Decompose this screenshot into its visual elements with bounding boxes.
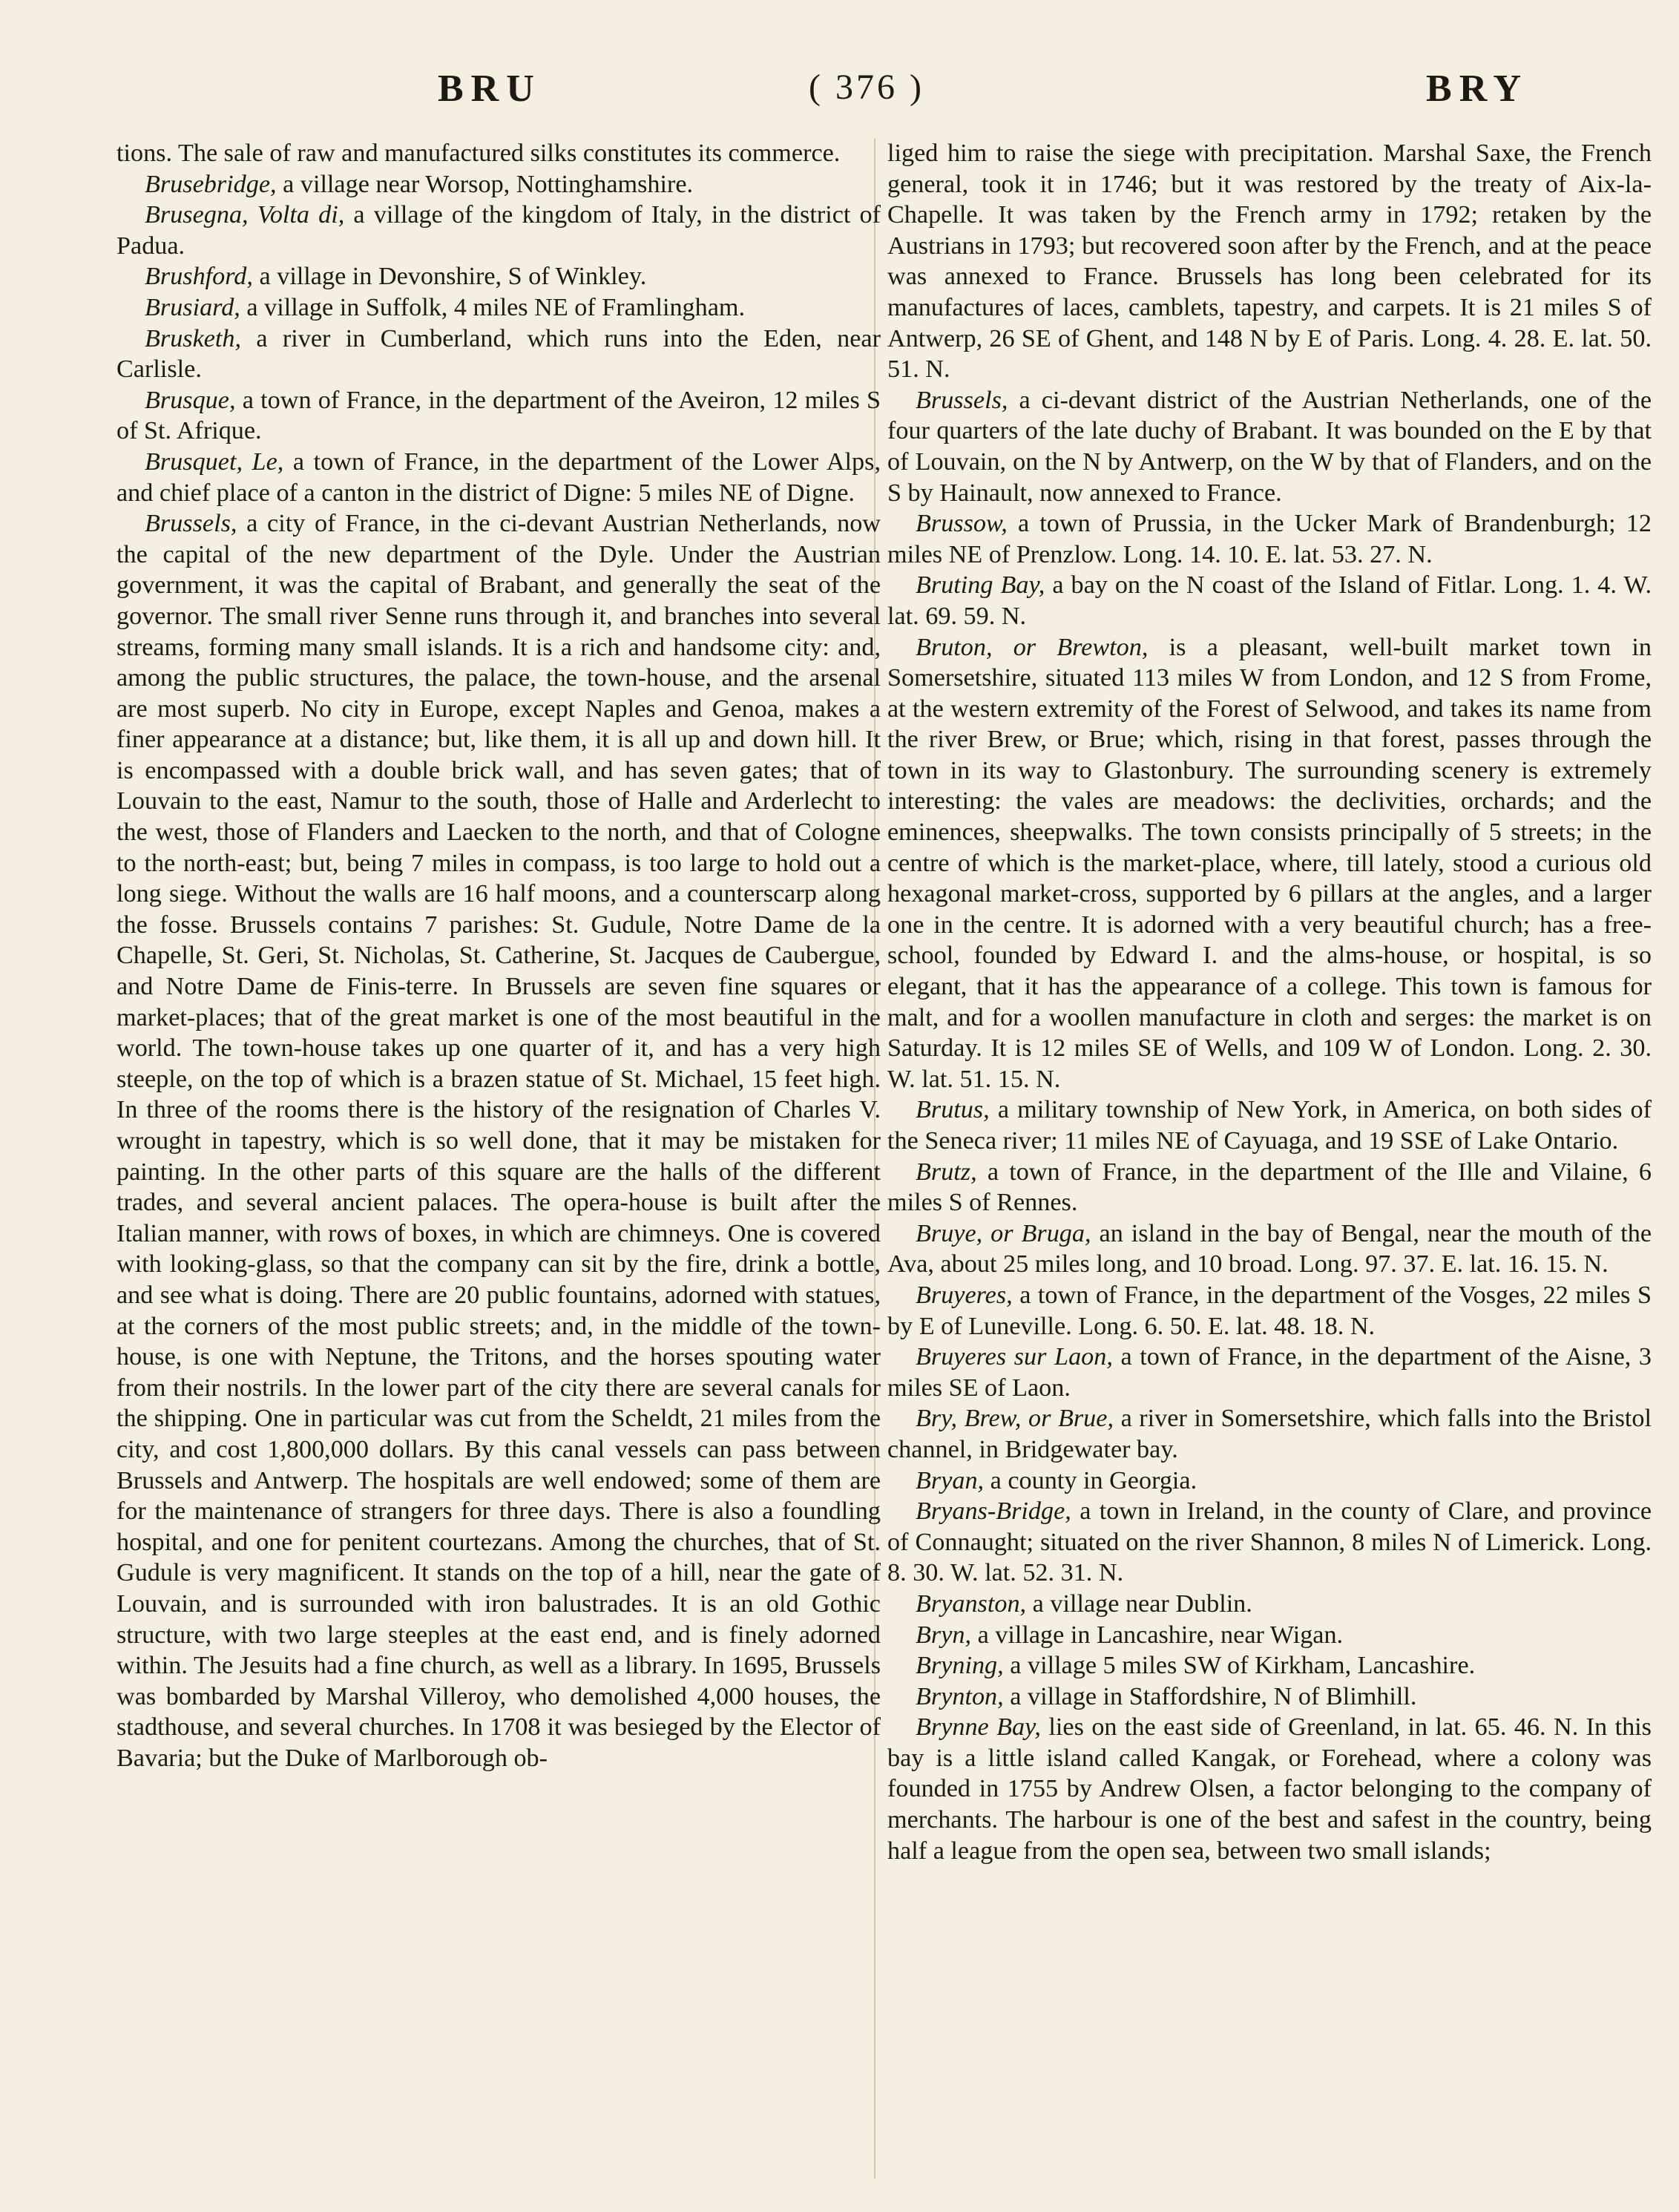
entry-term: Brynne Bay, [916, 1713, 1041, 1742]
gazetteer-entry [887, 508, 1652, 570]
entry-term: Brussow, [916, 510, 1008, 538]
gazetteer-entry [887, 1342, 1652, 1403]
left-column [116, 138, 881, 2186]
gazetteer-entry [887, 138, 1652, 385]
gazetteer-entry [116, 200, 881, 261]
entry-text: a village near Worsop, Nottinghamshire. [283, 170, 694, 198]
entry-text: liged him to raise the siege with precipitation. Marshal Saxe, the French general, took it in 1746; but it was restored by the treaty of Aix-la-Chapelle. It was taken by the French army in 1792; retaken by the Austrians in 1793; but recovered soon after by the French, and at the peace was annexed to France. Brussels has long been celebrated for its manufactures of laces, camblets, tapestry, and carpets. It is 21 miles S of Antwerp, 26 SE of Ghent, and 148 N by E of Paris. Long. 4. 28. E. lat. 50. 51. N. [887, 140, 1652, 384]
gazetteer-entry [887, 385, 1652, 508]
entry-text: a town in Ireland, in the county of Clare, and province of Connaught; situated on the river Shannon, 8 miles N of Limerick. Long. 8. 30. W. lat. 52. 31. N. [887, 1497, 1652, 1587]
header-right-guide-word: BRY [1426, 68, 1528, 110]
entry-text: a village in Suffolk, 4 miles NE of Framlingham. [246, 293, 746, 321]
entry-term: Bryans-Bridge, [916, 1497, 1071, 1526]
entry-term: Brynton, [916, 1682, 1004, 1710]
entry-term: Brussels, [916, 386, 1008, 414]
entry-text: a town of France, in the department of the Aisne, 3 miles SE of Laon. [887, 1343, 1652, 1402]
gazetteer-entry [116, 508, 881, 1773]
entry-text: a town of France, in the department of the Lower Alps, and chief place of a canton in the district of Digne: 5 miles NE of Digne. [116, 447, 881, 507]
entry-term: Brusebridge, [145, 170, 277, 198]
entry-term: Bryn, [916, 1621, 972, 1649]
gazetteer-entry [116, 324, 881, 385]
gazetteer-entry [887, 1620, 1652, 1651]
gazetteer-entry [887, 1094, 1652, 1156]
gazetteer-entry [887, 1589, 1652, 1620]
entry-term: Brusque, [145, 386, 236, 414]
entry-term: Brutus, [916, 1096, 990, 1124]
entry-term: Bruyeres, [916, 1281, 1013, 1309]
entry-text: a city of France, in the ci-devant Austrian Netherlands, now the capital of the new department of the Dyle. Under the Austrian government, it was the capital of Brabant, and generally the seat of the governor. The small river Senne runs through it, and branches into several streams, forming many small islands. It is a rich and handsome city: and, among the public structures, the palace, the town-house, and the arsenal are most superb. No city in Europe, except Naples and Genoa, makes a finer appearance at a distance; but, like them, it is all up and down hill. It is encompassed with a double brick wall, and has seven gates; that of Louvain to the east, Namur to the south, those of Halle and Arderlecht to the west, those of Flanders and Laecken to the north, and that of Cologne to the north-east; but, being 7 miles in compass, is too large to hold out a long siege. Without the walls are 16 half moons, and a counterscarp along the fosse. Brussels contains 7 parishes: St. Gudule, Notre Dame de la Chapelle, St. Geri, St. Nicholas, St. Catherine, St. Jacques de Caubergue, and Notre Dame de Finis-terre. In Brussels are seven fine squares or market-places; that of the great market is one of the most beautiful in the world. The town-house takes up one quarter of it, and has a very high steeple, on the top of which is a brazen statue of St. Michael, 15 feet high. In three of the rooms there is the history of the resignation of Charles V. wrought in tapestry, which is so well done, that it may be mistaken for painting. In the other parts of this square are the halls of the different trades, and several ancient palaces. The opera-house is built after the Italian manner, with rows of boxes, in which are chimneys. One is covered with looking-glass, so that the company can sit by the fire, drink a bottle, and see what is doing. There are 20 public fountains, adorned with statues, at the corners of the most public streets; and, in the middle of the town-house, is one with Neptune, the Tritons, and the horses spouting water from their nostrils. In the lower part of the city there are several canals for the shipping. One in particular was cut from the Scheldt, 21 miles from the city, and cost 1,800,000 dollars. By this canal vessels can pass between Brussels and Antwerp. The hospitals are well endowed; some of them are for the maintenance of strangers for three days. There is also a foundling hospital, and one for penitent courtezans. Among the churches, that of St. Gudule is very magnificent. It stands on the top of a hill, near the gate of Louvain, and is surrounded with iron balustrades. It is an old Gothic structure, with two large steeples at the east end, and is finely adorned within. The Jesuits had a fine church, as well as a library. In 1695, Brussels was bombarded by Marshal Villeroy, who demolished 4,000 houses, the stadthouse, and several churches. In 1708 it was besieged by the Elector of Bavaria; but the Duke of Marlborough ob- [116, 510, 881, 1772]
entry-term: Brutz, [916, 1158, 977, 1186]
entry-text: a bay on the N coast of the Island of Fitlar. Long. 1. 4. W. lat. 69. 59. N. [887, 571, 1652, 630]
entry-term: Brusquet, Le, [145, 447, 284, 476]
entry-text: a county in Georgia. [990, 1466, 1197, 1494]
entry-term: Bruyeres sur Laon, [916, 1343, 1113, 1371]
entry-term: Bryning, [916, 1652, 1004, 1680]
gazetteer-entry [887, 1466, 1652, 1497]
gazetteer-entry [887, 1403, 1652, 1465]
gazetteer-entry [116, 169, 881, 200]
gazetteer-entry [887, 570, 1652, 631]
entry-term: Bruton, or Brewton, [916, 633, 1149, 661]
entry-text: a village near Dublin. [1032, 1589, 1252, 1618]
entry-term: Bryan, [916, 1466, 985, 1494]
gazetteer-entry [887, 1650, 1652, 1681]
entry-term: Bry, Brew, or Brue, [916, 1405, 1114, 1433]
entry-term: Bryanston, [916, 1589, 1027, 1618]
entry-text: is a pleasant, well-built market town in Somersetshire, situated 113 miles W from London, and 12 S from Frome, at the western extremity of the Forest of Selwood, and takes its name from the river Brew, or Brue; which, rising in that forest, passes through the town in its way to Glastonbury. The surrounding scenery is extremely interesting: the vales are meadows: the declivities, orchards; and the eminences, sheepwalks. The town consists principally of 5 streets; in the centre of which is the market-place, where, till lately, stood a curious old hexagonal market-cross, supported by 6 pillars at the angles, and a larger one in the centre. It is adorned with a very beautiful church; has a free-school, founded by Edward I. and the alms-house, or hospital, is so elegant, that it has the appearance of a college. This town is famous for malt, and for a woollen manufacture in cloth and serges: the market is on Saturday. It is 12 miles SE of Wells, and 109 W of London. Long. 2. 30. W. lat. 51. 15. N. [887, 633, 1652, 1093]
header-left-guide-word: BRU [438, 68, 542, 110]
entry-term: Brusegna, Volta di, [145, 201, 345, 229]
right-column [887, 138, 1652, 2186]
entry-text: a town of France, in the department of the Aveiron, 12 miles S of St. Afrique. [116, 386, 881, 445]
entry-text: tions. The sale of raw and manufactured silks constitutes its commerce. [116, 140, 841, 167]
entry-text: a village 5 miles SW of Kirkham, Lancashire. [1010, 1652, 1476, 1680]
entry-term: Brushford, [145, 263, 253, 291]
gazetteer-entry [116, 261, 881, 292]
entry-term: Brusketh, [145, 324, 242, 352]
gazetteer-entry [116, 292, 881, 324]
entry-text: a military township of New York, in America, on both sides of the Seneca river; 11 miles NE of Cayuaga, and 19 SSE of Lake Ontario. [887, 1096, 1652, 1155]
gazetteer-entry [116, 385, 881, 447]
gazetteer-entry [887, 1681, 1652, 1713]
entry-term: Bruye, or Bruga, [916, 1219, 1091, 1247]
entry-text: a town of France, in the department of the Ille and Vilaine, 6 miles S of Rennes. [887, 1158, 1652, 1217]
entry-term: Brusiard, [145, 293, 240, 321]
entry-term: Bruting Bay, [916, 571, 1045, 600]
gazetteer-entry [116, 447, 881, 508]
entry-text: a village in Devonshire, S of Winkley. [259, 263, 647, 291]
entry-text: a river in Cumberland, which runs into the Eden, near Carlisle. [116, 324, 881, 384]
entry-text: a town of France, in the department of the Vosges, 22 miles S by E of Luneville. Long. 6. 50. E. lat. 48. 18. N. [887, 1281, 1652, 1340]
gazetteer-entry [116, 138, 881, 169]
entry-text: a village of the kingdom of Italy, in the district of Padua. [116, 201, 881, 260]
entry-text: a ci-devant district of the Austrian Netherlands, one of the four quarters of the late duchy of Brabant. It was bounded on the E by that of Louvain, on the N by Antwerp, on the W by that of Flanders, and on the S by Hainault, now annexed to France. [887, 386, 1652, 507]
gazetteer-entry [887, 1496, 1652, 1589]
entry-text: a village in Lancashire, near Wigan. [977, 1621, 1344, 1649]
entry-text: a town of Prussia, in the Ucker Mark of Brandenburgh; 12 miles NE of Prenzlow. Long. 14. 10. E. lat. 53. 27. N. [887, 510, 1652, 568]
entry-text: a river in Somersetshire, which falls into the Bristol channel, in Bridgewater bay. [887, 1405, 1652, 1463]
gazetteer-entry [887, 1218, 1652, 1280]
entry-text: a village in Staffordshire, N of Blimhill. [1010, 1682, 1417, 1710]
gazetteer-entry [887, 632, 1652, 1095]
gazetteer-entry [887, 1712, 1652, 1866]
running-header [148, 67, 1528, 126]
entry-text: an island in the bay of Bengal, near the mouth of the Ava, about 25 miles long, and 10 broad. Long. 97. 37. E. lat. 16. 15. N. [887, 1219, 1652, 1279]
page-number: ( 376 ) [809, 68, 924, 107]
entry-term: Brussels, [145, 510, 237, 538]
entry-text: lies on the east side of Greenland, in lat. 65. 46. N. In this bay is a little island called Kangak, or Forehead, where a colony was founded in 1755 by Andrew Olsen, a factor belonging to the company of merchants. The harbour is one of the best and safest in the country, being half a league from the open sea, between two small islands; [887, 1713, 1652, 1865]
gazetteer-entry [887, 1280, 1652, 1342]
gazetteer-entry [887, 1157, 1652, 1218]
